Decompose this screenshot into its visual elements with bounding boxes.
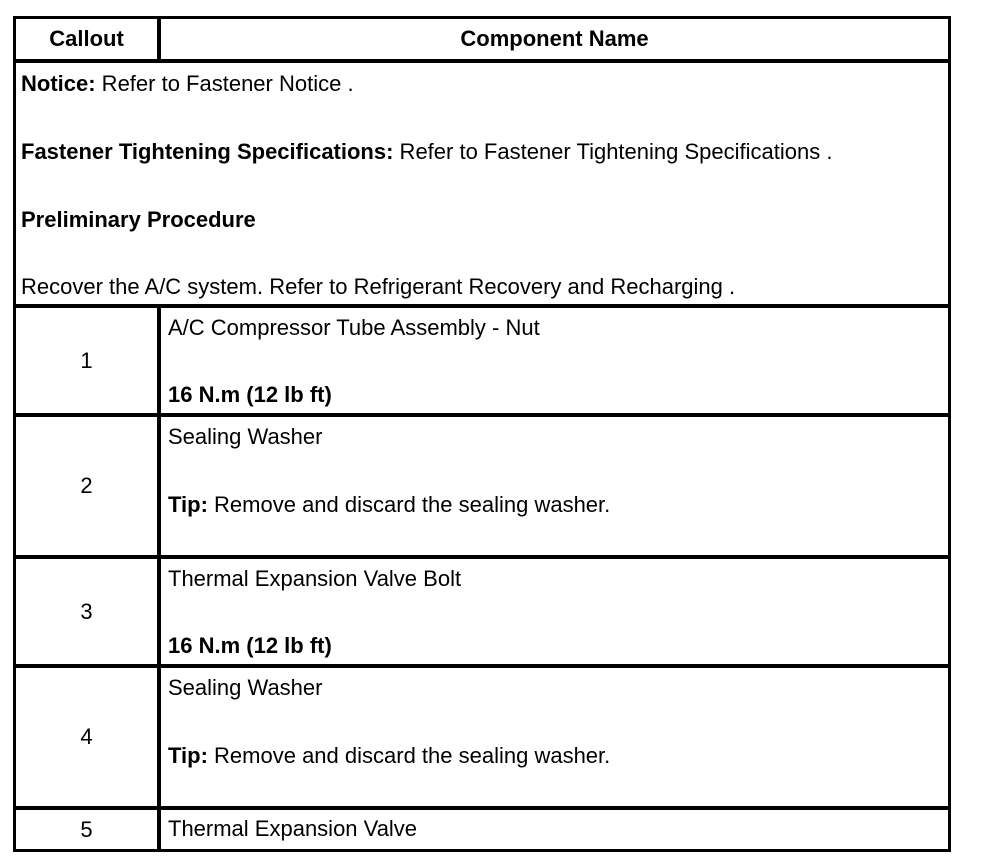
component-cell bbox=[161, 559, 948, 664]
table-row bbox=[16, 308, 948, 417]
component-name: Thermal Expansion Valve Bolt bbox=[168, 566, 462, 591]
tip-label: Tip: bbox=[168, 492, 208, 517]
component-name-column-header: Component Name bbox=[460, 26, 649, 51]
component-cell bbox=[161, 810, 948, 849]
callout-cell: 4 bbox=[16, 668, 161, 806]
tip-line bbox=[168, 492, 610, 518]
callout-column-header: Callout bbox=[16, 19, 161, 59]
notice-line bbox=[21, 71, 354, 97]
prelim-text: Recover the A/C system. Refer to Refrigerant Recovery and Recharging . bbox=[21, 274, 736, 299]
torque-spec: 16 N.m (12 lb ft) bbox=[168, 633, 332, 658]
notes-row bbox=[16, 63, 948, 308]
component-cell bbox=[161, 308, 948, 413]
spec-text: Refer to Fastener Tightening Specifications . bbox=[393, 139, 833, 164]
component-name: Thermal Expansion Valve bbox=[168, 816, 418, 841]
tip-line bbox=[168, 743, 610, 769]
table-row bbox=[16, 810, 948, 849]
callout-cell: 1 bbox=[16, 308, 161, 413]
callout-cell: 3 bbox=[16, 559, 161, 664]
tip-text: Remove and discard the sealing washer. bbox=[207, 743, 611, 768]
prelim-heading: Preliminary Procedure bbox=[21, 207, 256, 232]
component-cell bbox=[161, 417, 948, 555]
callout-cell: 5 bbox=[16, 810, 161, 849]
table-row bbox=[16, 417, 948, 559]
component-table bbox=[13, 16, 951, 852]
torque-spec: 16 N.m (12 lb ft) bbox=[168, 382, 332, 407]
component-name: Sealing Washer bbox=[168, 675, 323, 700]
spec-line bbox=[21, 139, 832, 165]
notice-text: Refer to Fastener Notice . bbox=[95, 71, 354, 96]
tip-text: Remove and discard the sealing washer. bbox=[207, 492, 611, 517]
component-cell bbox=[161, 668, 948, 806]
table-row bbox=[16, 668, 948, 810]
callout-cell: 2 bbox=[16, 417, 161, 555]
notice-label: Notice: bbox=[21, 71, 96, 96]
table-header-row bbox=[16, 19, 948, 63]
tip-label: Tip: bbox=[168, 743, 208, 768]
component-name: A/C Compressor Tube Assembly - Nut bbox=[168, 315, 540, 340]
table-row bbox=[16, 559, 948, 668]
spec-label: Fastener Tightening Specifications: bbox=[21, 139, 394, 164]
component-name: Sealing Washer bbox=[168, 424, 323, 449]
